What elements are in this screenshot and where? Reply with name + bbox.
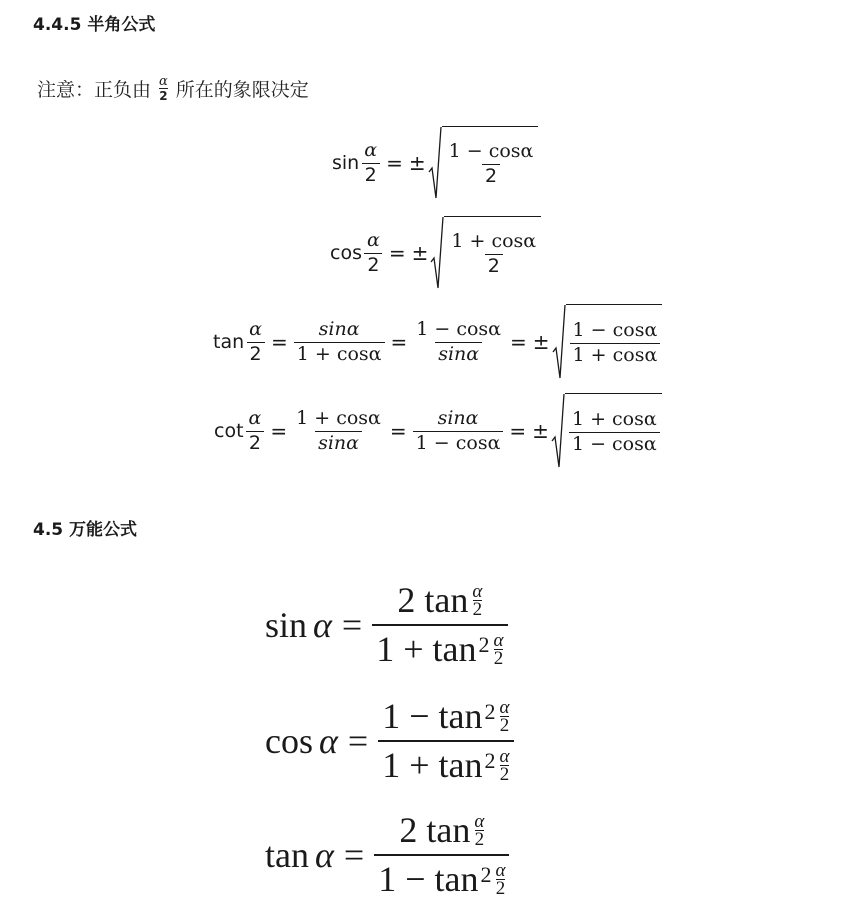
small-num: α — [499, 696, 510, 718]
formula-universal-sin — [265, 577, 508, 673]
frac-num: sinα — [437, 406, 479, 429]
fn-cos: cos — [265, 720, 313, 761]
sqrt — [430, 216, 541, 290]
frac-den: 2 — [482, 164, 500, 189]
frac-den: sinα — [435, 342, 482, 367]
frac-den — [374, 854, 509, 903]
alpha: α — [319, 720, 338, 761]
formula-tan-half — [213, 304, 662, 380]
frac-den — [378, 740, 513, 789]
fraction — [378, 693, 513, 789]
small-den: 2 — [495, 877, 506, 899]
note-suffix: 所在的象限决定 — [175, 78, 309, 101]
small-frac — [499, 745, 510, 785]
exponent: 2 — [484, 699, 496, 725]
equals: = — [341, 604, 363, 645]
term: 1 − tan — [382, 696, 483, 736]
small-den: 2 — [493, 647, 504, 669]
formula-cos-half — [330, 216, 541, 290]
equals: = — [270, 330, 288, 354]
frac-num: α — [248, 406, 262, 429]
fraction — [413, 318, 504, 367]
equals: = — [390, 330, 408, 354]
frac-num: 1 − cosα — [448, 140, 534, 163]
radical-sign-icon — [551, 393, 565, 469]
fn-tan: tan — [213, 331, 245, 353]
term: 1 + tan — [382, 744, 483, 785]
frac-num: sinα — [318, 317, 360, 340]
sqrt — [552, 304, 663, 380]
frac-den: 2 — [362, 163, 380, 188]
term: 1 + tan — [376, 628, 477, 669]
fn-tan: tan — [265, 834, 309, 875]
frac-den: 1 − cosα — [413, 431, 504, 456]
equals: = — [509, 419, 527, 443]
small-num: α — [472, 580, 483, 602]
plus-minus: ± — [532, 330, 550, 354]
small-num: α — [493, 629, 504, 651]
half-alpha-frac — [364, 229, 383, 278]
equals: = — [343, 834, 365, 875]
frac-num: 1 − cosα — [572, 319, 658, 342]
equals: = — [347, 720, 369, 761]
section-heading-universal: 4.5 万能公式 — [33, 520, 138, 540]
fraction — [372, 577, 507, 673]
frac-den: 1 − cosα — [569, 432, 660, 457]
fn-sin: sin — [332, 152, 360, 174]
frac-den: 2 — [247, 342, 265, 367]
exponent: 2 — [480, 861, 492, 887]
frac-num: 1 + cosα — [571, 408, 657, 431]
plus-minus: ± — [408, 151, 426, 175]
fn-sin: sin — [265, 604, 308, 645]
term: 2 tan — [399, 810, 471, 850]
frac-num: α — [249, 317, 262, 340]
frac-num: 1 + cosα — [451, 230, 537, 253]
frac-den: 1 + cosα — [294, 342, 385, 367]
equals: = — [388, 241, 406, 265]
frac-num: α — [364, 138, 378, 161]
small-den: 2 — [472, 598, 483, 620]
small-den: 2 — [499, 763, 510, 785]
alpha: α — [313, 604, 332, 645]
small-num: α — [474, 810, 485, 832]
term: 1 − tan — [378, 858, 479, 899]
frac-num — [395, 807, 488, 854]
frac-num: 1 − cosα — [416, 317, 502, 340]
frac-den: 1 + cosα — [570, 343, 661, 368]
small-frac — [495, 859, 506, 899]
note-frac-num: α — [159, 73, 168, 89]
half-alpha-frac — [246, 407, 265, 456]
small-num: α — [495, 859, 506, 881]
small-frac — [499, 696, 510, 736]
sqrt — [428, 126, 539, 200]
radical-sign-icon — [552, 304, 566, 380]
small-den: 2 — [474, 828, 485, 850]
formula-universal-tan — [265, 807, 509, 903]
small-num: α — [499, 745, 510, 767]
note-frac-den: 2 — [159, 88, 168, 103]
small-frac — [472, 580, 483, 620]
half-alpha-frac — [246, 318, 265, 367]
radical-sign-icon — [428, 126, 442, 200]
frac-den: sinα — [315, 431, 362, 456]
formula-cot-half — [214, 393, 662, 469]
section-heading-half-angle: 4.4.5 半角公式 — [33, 15, 156, 35]
sign-note — [37, 74, 309, 102]
sqrt — [551, 393, 662, 469]
equals: = — [386, 151, 403, 175]
plus-minus: ± — [532, 419, 549, 443]
equals: = — [510, 330, 527, 354]
fraction — [293, 407, 384, 456]
term: 2 tan — [397, 580, 469, 620]
frac-num — [378, 693, 513, 740]
alpha: α — [314, 834, 334, 875]
fn-cos: cos — [330, 242, 362, 264]
exponent: 2 — [478, 631, 490, 657]
frac-num: α — [366, 228, 380, 251]
equals: = — [270, 419, 288, 443]
fn-cot: cot — [214, 420, 244, 442]
small-den: 2 — [499, 714, 510, 736]
formula-universal-cos — [265, 693, 514, 789]
note-prefix: 注意：正负由 — [37, 78, 152, 101]
frac-num: 1 + cosα — [296, 406, 381, 429]
frac-den: 2 — [485, 254, 503, 279]
fraction — [294, 318, 385, 367]
frac-den — [372, 624, 507, 673]
plus-minus: ± — [411, 241, 429, 265]
frac-num — [393, 577, 486, 624]
small-frac — [493, 629, 504, 669]
formula-sin-half — [332, 126, 538, 200]
half-alpha-frac — [361, 139, 380, 188]
note-fraction — [159, 75, 168, 102]
frac-den: 2 — [364, 253, 382, 278]
frac-den: 2 — [246, 431, 264, 456]
exponent: 2 — [484, 747, 496, 773]
fraction — [413, 407, 504, 456]
small-frac — [474, 810, 485, 850]
fraction — [374, 807, 509, 903]
equals: = — [389, 419, 407, 443]
radical-sign-icon — [430, 216, 444, 290]
